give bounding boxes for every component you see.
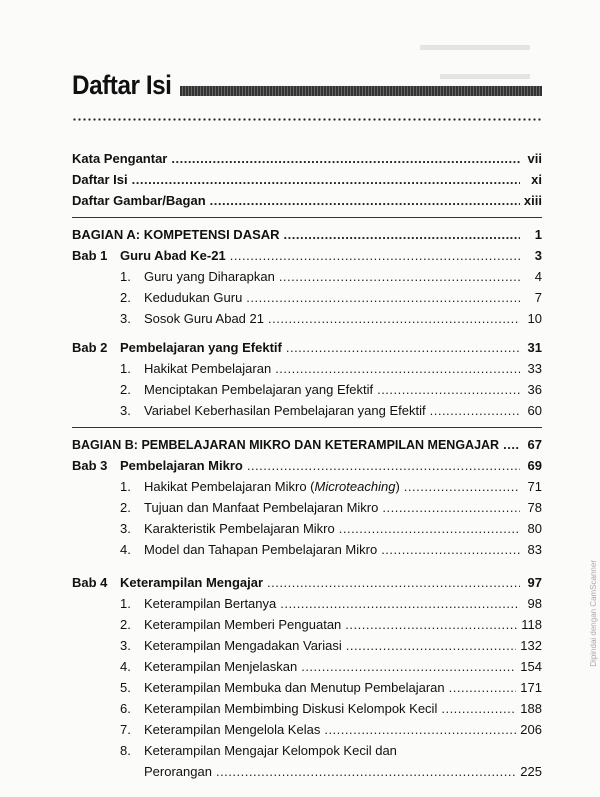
section-entry[interactable]: 1. Hakikat Pembelajaran Mikro (Microteaching) ..... 71 <box>72 476 542 497</box>
section-entry[interactable]: 2. Tujuan dan Manfaat Pembelajaran Mikro ..... 78 <box>72 497 542 518</box>
table-of-contents <box>72 148 542 782</box>
section-entry[interactable]: 6. Keterampilan Membimbing Diskusi Kelompok Kecil ..... 188 <box>72 698 542 719</box>
chapter-entry[interactable]: Bab 3 Pembelajaran Mikro ..... 69 <box>72 455 542 476</box>
section-entry[interactable]: 1. Hakikat Pembelajaran ..... 33 <box>72 358 542 379</box>
section-entry[interactable]: 8. Keterampilan Mengajar Kelompok Kecil dan <box>120 743 397 758</box>
title-rule <box>180 86 542 96</box>
bleed-through-mark <box>420 45 530 50</box>
toc-entry[interactable]: Daftar Isi ..... xi <box>72 169 542 190</box>
title-dotted-rule <box>72 118 542 121</box>
part-heading[interactable]: BAGIAN A: KOMPETENSI DASAR ..... 1 <box>72 224 542 245</box>
header <box>72 70 542 101</box>
section-entry-continuation[interactable]: Perorangan ..... 225 <box>72 761 542 782</box>
chapter-entry[interactable]: Bab 2 Pembelajaran yang Efektif ..... 31 <box>72 337 542 358</box>
section-entry[interactable]: 3. Sosok Guru Abad 21 ..... 10 <box>72 308 542 329</box>
toc-entry[interactable]: Kata Pengantar ..... vii <box>72 148 542 169</box>
section-entry[interactable]: 3. Keterampilan Mengadakan Variasi ..... 132 <box>72 635 542 656</box>
section-entry[interactable]: 3. Karakteristik Pembelajaran Mikro ..... 80 <box>72 518 542 539</box>
page-title: Daftar Isi <box>72 70 172 100</box>
section-divider <box>72 427 542 428</box>
section-entry[interactable]: 2. Menciptakan Pembelajaran yang Efektif ..... 36 <box>72 379 542 400</box>
section-entry[interactable]: 1. Keterampilan Bertanya ..... 98 <box>72 593 542 614</box>
toc-entry[interactable]: Daftar Gambar/Bagan ..... xiii <box>72 190 542 211</box>
section-entry[interactable]: 1. Guru yang Diharapkan ..... 4 <box>72 266 542 287</box>
section-entry[interactable]: 7. Keterampilan Mengelola Kelas ..... 206 <box>72 719 542 740</box>
section-entry[interactable]: 5. Keterampilan Membuka dan Menutup Pembelajaran ..... 171 <box>72 677 542 698</box>
part-heading[interactable]: BAGIAN B: PEMBELAJARAN MIKRO DAN KETERAMPILAN MENGAJAR ..... 67 <box>72 434 542 455</box>
section-divider <box>72 217 542 218</box>
section-entry[interactable]: 4. Model dan Tahapan Pembelajaran Mikro ..... 83 <box>72 539 542 560</box>
section-entry[interactable]: 2. Keterampilan Memberi Penguatan ..... 118 <box>72 614 542 635</box>
section-entry[interactable]: 4. Keterampilan Menjelaskan ..... 154 <box>72 656 542 677</box>
scanner-watermark: Dipindai dengan CamScanner <box>589 560 598 667</box>
chapter-entry[interactable]: Bab 1 Guru Abad Ke-21 ..... 3 <box>72 245 542 266</box>
section-entry[interactable]: 2. Kedudukan Guru ..... 7 <box>72 287 542 308</box>
chapter-entry[interactable]: Bab 4 Keterampilan Mengajar ..... 97 <box>72 572 542 593</box>
section-entry[interactable]: 3. Variabel Keberhasilan Pembelajaran yang Efektif ..... 60 <box>72 400 542 421</box>
